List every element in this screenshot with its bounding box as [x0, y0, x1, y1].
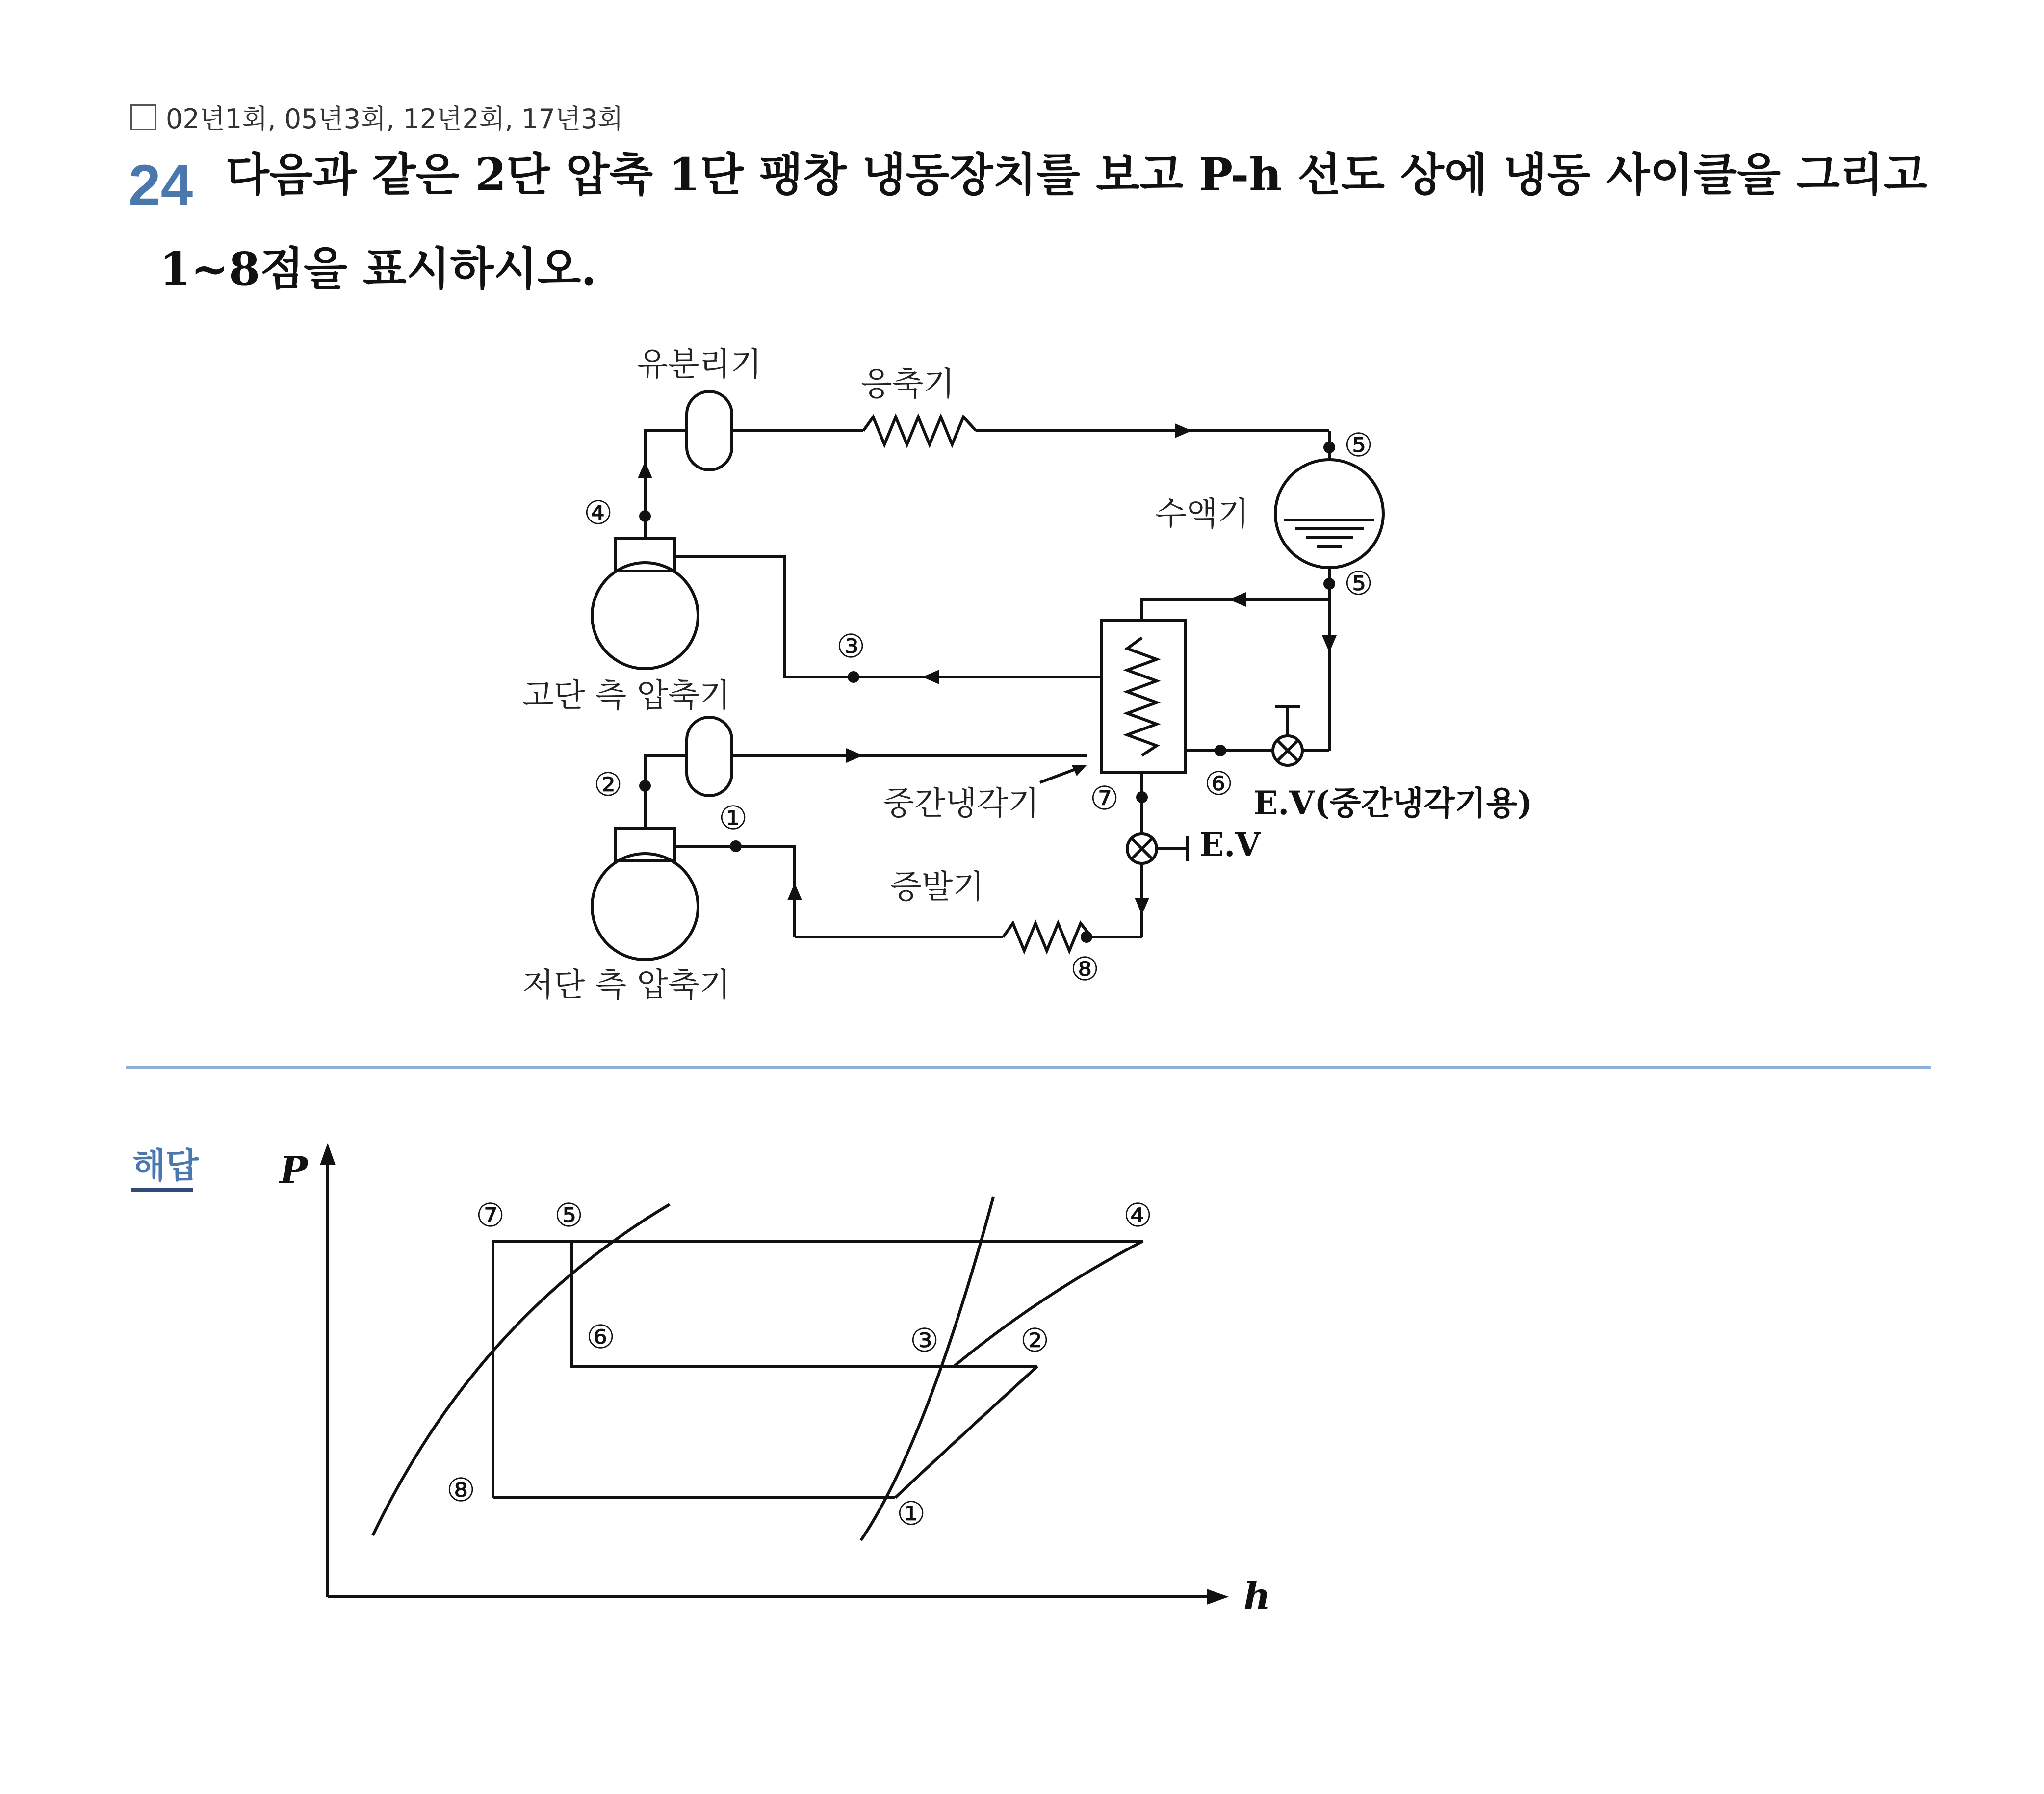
point-7: ⑦: [1090, 780, 1119, 817]
point-8: ⑧: [1070, 950, 1100, 988]
ph-point-6: ⑥: [586, 1318, 616, 1356]
label-low-compressor: 저단 측 압축기: [522, 966, 731, 1004]
label-oil-separator: 유분리기: [637, 345, 762, 383]
p-axis-arrow: [320, 1143, 336, 1165]
point-6: ⑥: [1204, 765, 1234, 803]
label-ev-intercooler: E.V(중간냉각기용): [1253, 784, 1533, 822]
question-text-line2: 1~8점을 표시하시오.: [159, 242, 597, 295]
cycle-high-pressure: [493, 1241, 1143, 1498]
history-text: 02년1회, 05년3회, 12년2회, 17년3회: [166, 104, 623, 134]
question-number: 24: [129, 153, 193, 218]
label-condenser: 응축기: [861, 365, 955, 403]
ph-point-8: ⑧: [446, 1471, 476, 1509]
label-intercooler: 중간냉각기: [883, 784, 1039, 822]
ph-point-2: ②: [1020, 1322, 1050, 1359]
ph-point-1: ①: [897, 1495, 926, 1533]
point-1: ①: [719, 799, 748, 837]
axis-label-h: h: [1243, 1574, 1271, 1618]
point-5-bottom: ⑤: [1344, 565, 1373, 602]
answer-label: 해답: [132, 1145, 199, 1186]
point-3: ③: [836, 627, 866, 665]
saturated-vapor-line: [861, 1197, 993, 1540]
axis-label-p: P: [280, 1148, 308, 1192]
point-2: ②: [594, 766, 623, 804]
h-axis-arrow: [1207, 1589, 1229, 1605]
label-evaporator: 증발기: [890, 868, 984, 906]
ph-point-5: ⑤: [554, 1196, 584, 1234]
cycle-intermediate: [571, 1241, 1037, 1366]
ph-point-3: ③: [910, 1322, 939, 1359]
label-ev: E.V: [1199, 826, 1261, 864]
saturated-liquid-line: [373, 1204, 670, 1535]
question-text-line1: 다음과 같은 2단 압축 1단 팽창 냉동장치를 보고 P-h 선도 상에 냉동 사이클을 그리고: [226, 148, 1927, 201]
label-high-compressor: 고단 측 압축기: [522, 676, 731, 714]
point-5-top: ⑤: [1344, 426, 1373, 464]
label-receiver: 수액기: [1155, 495, 1249, 533]
point-4: ④: [584, 494, 613, 532]
ph-point-7: ⑦: [476, 1196, 505, 1234]
ph-point-4: ④: [1123, 1196, 1153, 1234]
